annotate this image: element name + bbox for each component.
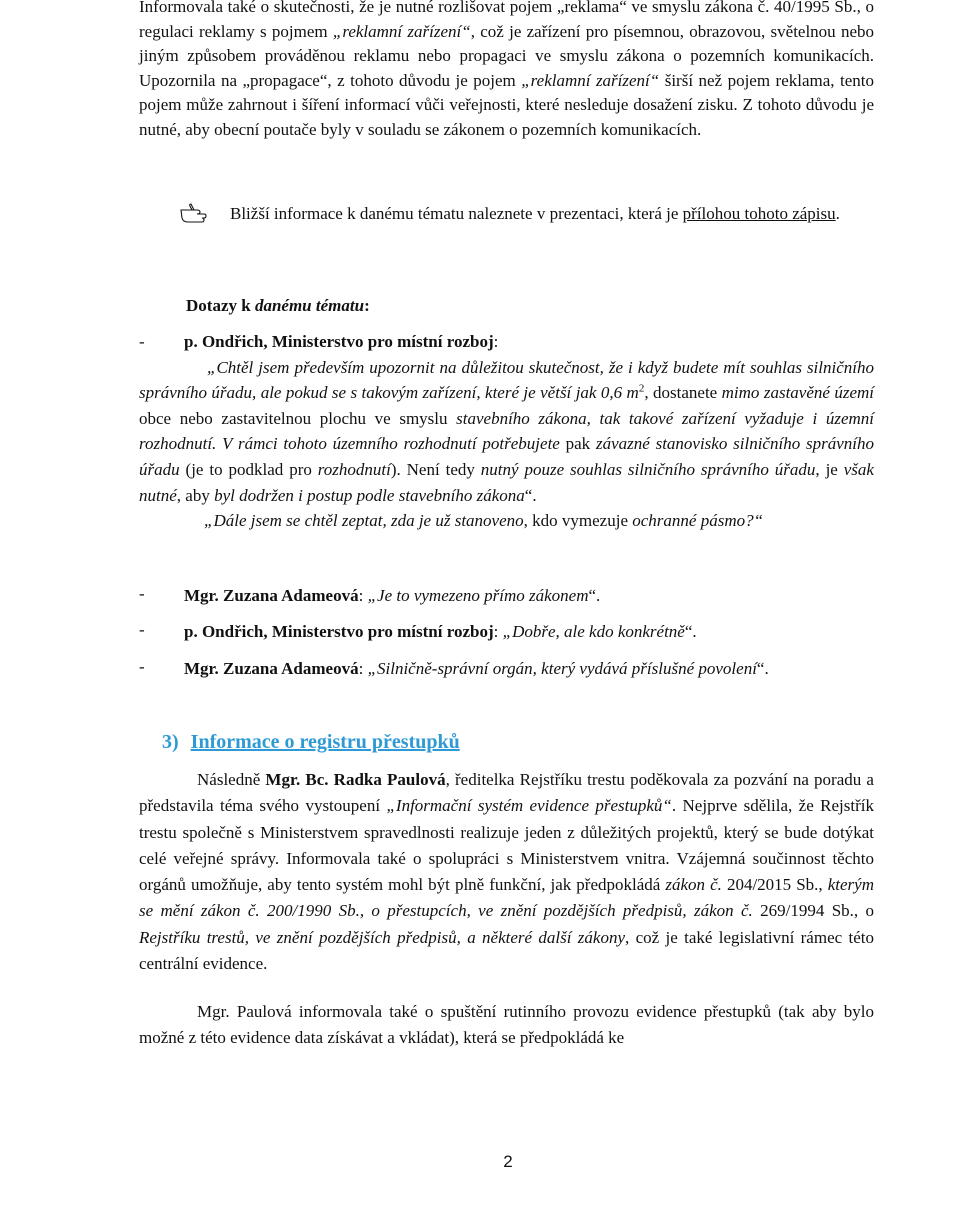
list-dash: - [139,620,145,639]
text-run: , dostanete [644,383,722,403]
paragraph-advertising [139,0,874,143]
text-run: Dotazy k [186,296,255,315]
text-run: Následně [197,770,266,789]
text-run-italic: „Informační systém evidence přestupků“ [386,796,672,816]
text-run: : [364,296,370,315]
speaker-name: p. Ondřich, Ministerstvo pro místní rozboj [184,622,494,641]
text-run: : [493,622,503,641]
text-run: , je [815,459,844,479]
list-dash: - [139,657,145,676]
speaker-line [139,329,874,355]
answer-text: „Je to vymezeno přímo zákonem [367,586,589,605]
question-text [139,355,874,509]
text-run: : [358,659,368,678]
text-run: širší než pojem reklama, tento pojem může zahrnout i šíření informací vůči veřejnosti, které nesleduje dosažení zisku. Z tohoto důvodu je nutné, aby obecní poutače byly v souladu se zákonem o pozemních komunikacích. [139,70,874,139]
text-run-italic: Rejstříku trestů, ve znění pozdějších předpisů, a některé další zákony [139,927,626,947]
answer-text: „Silničně-správní orgán, který vydává příslušné povolení [367,659,757,678]
text-run: “. [756,659,769,678]
text-run: Mgr. Paulová informovala také o spuštění rutinního provozu evidence přestupků (tak aby bylo možné z této evidence data získávat a vkládat), která se předpokládá ke [139,1002,874,1047]
questions-heading [186,294,370,318]
section-heading-3 [162,729,460,755]
answer-adameova-2 [184,657,874,681]
text-run: 204/2015 Sb., [721,875,828,895]
attachment-link[interactable]: přílohou tohoto zápisu [682,204,836,223]
text-run-italic: ochranné pásmo? [632,511,754,531]
list-dash: - [139,332,145,351]
text-run: “. [588,586,601,605]
text-run: , což je také legislativní rámec této centrální evidence. [139,927,874,974]
speaker-name: Mgr. Bc. Radka Paulová [265,770,446,789]
text-run-italic: závazné stanovisko silničního správního úřadu [139,434,874,479]
text-run: ). Není tedy [390,459,481,479]
text-run-italic: „reklamní zařízení“ [521,70,660,90]
text-run-italic: danému tématu [254,296,365,315]
page-number: 2 [503,1152,513,1171]
text-run: , kdo vymezuje [523,511,633,531]
question-text-2 [139,508,874,534]
text-run-italic: zákon č. [665,875,722,895]
text-run: , aby [176,485,215,505]
text-run: “. [524,485,537,505]
text-run: . [835,204,840,223]
text-run: (je to podklad pro [179,459,318,479]
superscript: 2 [638,382,645,395]
text-run: 269/1994 Sb., o [752,901,874,921]
paragraph-paulova-intro [139,767,874,977]
list-dash: - [139,584,145,603]
text-run-italic: „Chtěl jsem především upozornit na důležitou skutečnost, že i když budete mít souhlas silničního správního úřadu, ale pokud se s takovým zařízení, které je větší jak 0,6 m [139,357,874,403]
text-run-italic: “ [753,511,764,531]
text-run: obce nebo zastavitelnou plochu ve smyslu [139,408,457,428]
text-run-italic: kterým se mění zákon č. 200/1990 Sb., o přestupcích, ve znění pozdějších předpisů, zákon č. [139,875,874,921]
text-run: : [493,332,499,351]
text-run: , což je zařízení pro písemnou, obrazovou, světelnou nebo jiným způsobem prováděnou reklamu nebo propagaci ve smyslu zákona o pozemních komunikacích. Upozornila na „propagace“, z tohoto důvodu je pojem [139,21,875,90]
text-run: : [358,586,368,605]
text-run: Bližší informace k danému tématu naleznete v prezentaci, která je [230,204,683,223]
text-run-italic: rozhodnutí [317,459,391,479]
text-run-italic: „reklamní zařízení“ [332,21,471,41]
answer-adameova-1 [184,584,874,608]
text-run-italic: „Dále jsem se chtěl zeptat, zda je už stanoveno [204,511,524,531]
attachment-note-text [230,201,874,227]
question-ondrich-1 [139,329,874,534]
speaker-name: p. Ondřich, Ministerstvo pro místní rozboj [184,332,494,351]
question-ondrich-2 [184,620,874,644]
text-run: Informovala také o skutečnosti, že je nutné rozlišovat pojem „reklama“ ve smyslu zákona č. 40/1995 Sb., o regulaci reklamy s pojmem [139,0,874,41]
pointing-hand-icon [180,203,208,223]
text-run: , ředitelka Rejstříku trestu poděkovala za pozvání na poradu a představila téma svého vystoupení [139,770,874,816]
speaker-name: Mgr. Zuzana Adameová [184,586,359,605]
text-run: pak [559,434,596,454]
text-run: “. [684,622,697,641]
text-run-italic: mimo zastavěné území [721,383,875,403]
paragraph-paulova-evidence [139,999,874,1051]
text-run-italic: byl dodržen i postup podle stavebního zákona [214,485,525,505]
text-run-italic: nutný pouze souhlas silničního správního úřadu [480,459,816,479]
text-run-italic: stavebního zákona, tak takové zařízení vyžaduje i územní rozhodnutí. V rámci tohoto územního rozhodnutí potřebujete [139,408,874,454]
question-text: „Dobře, ale kdo konkrétně [502,622,685,641]
section-number: 3) [162,731,179,753]
section-title: Informace o registru přestupků [190,731,460,753]
text-run-italic: však nutné [139,459,874,505]
text-run: . Nejprve sdělila, že Rejstřík trestu společně s Ministerstvem spravedlnosti realizuje jeden z důležitých projektů, který se bude dotýkat celé veřejné správy. Informovala také o spolupráci s Ministerstvem vnitra. Vzájemná součinnost těchto orgánů umožňuje, aby tento systém mohl být plně funkční, jak předpokládá [139,796,874,895]
speaker-name: Mgr. Zuzana Adameová [184,659,359,678]
